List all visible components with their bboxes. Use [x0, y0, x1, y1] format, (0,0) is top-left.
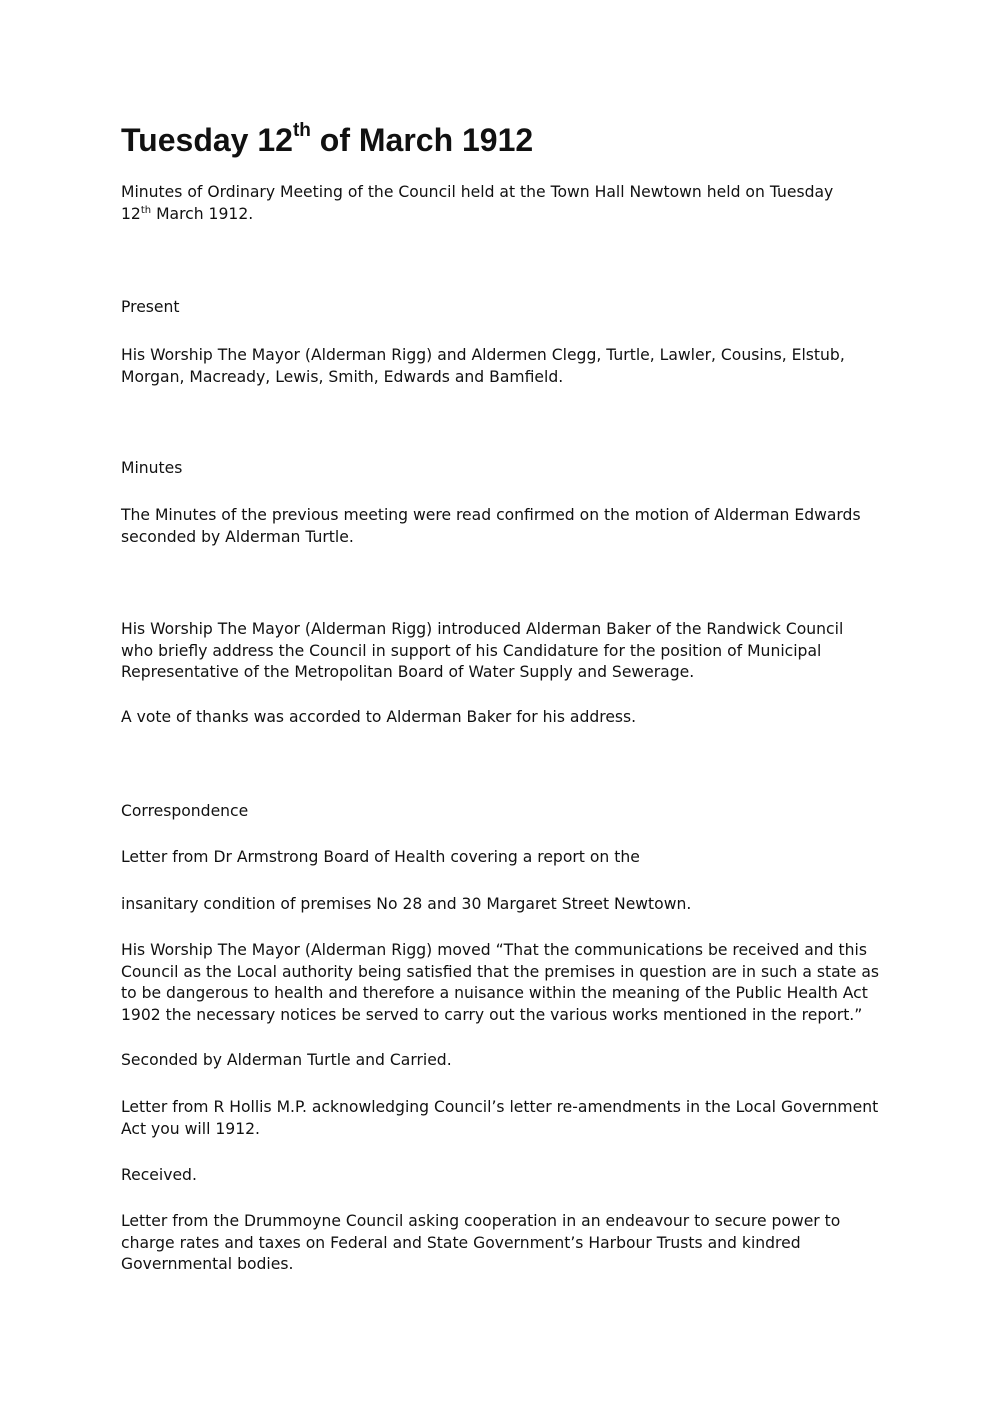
thanks-paragraph	[121, 707, 891, 729]
baker-paragraph	[121, 619, 891, 684]
minutes-line-1: The Minutes of the previous meeting were read confirmed on the motion of Alderman Edwards	[121, 506, 861, 524]
present-line-1: His Worship The Mayor (Alderman Rigg) and Aldermen Clegg, Turtle, Lawler, Cousins, Elstub,	[121, 346, 845, 364]
seconded-line: Seconded by Alderman Turtle and Carried.	[121, 1051, 452, 1069]
title-ordinal-suffix: th	[292, 120, 311, 142]
motion-line-1: His Worship The Mayor (Alderman Rigg) moved “That the communications be received and this	[121, 941, 867, 959]
hollis-line-1: Letter from R Hollis M.P. acknowledging Council’s letter re-amendments in the Local Government	[121, 1098, 879, 1116]
present-line-2: Morgan, Macready, Lewis, Smith, Edwards and Bamfield.	[121, 367, 564, 386]
intro-paragraph	[121, 182, 891, 225]
seconded-paragraph	[121, 1050, 891, 1072]
armstrong-paragraph	[121, 847, 891, 869]
minutes-paragraph	[121, 505, 891, 548]
received-line: Received.	[121, 1166, 197, 1184]
motion-line-2: Council as the Local authority being satisfied that the premises in question are in such a state as	[121, 962, 880, 981]
hollis-line-2: Act you will 1912.	[121, 1119, 260, 1138]
armstrong-line: Letter from Dr Armstrong Board of Health covering a report on the	[121, 848, 640, 866]
drummoyne-paragraph	[121, 1211, 891, 1276]
present-heading: Present	[121, 298, 180, 316]
intro-date-prefix: 12	[121, 204, 141, 223]
drummoyne-line-2: charge rates and taxes on Federal and State Government’s Harbour Trusts and kindred	[121, 1233, 801, 1252]
thanks-line: A vote of thanks was accorded to Alderman Baker for his address.	[121, 708, 637, 726]
title-suffix: of March 1912	[310, 122, 534, 158]
title-prefix: Tuesday 12	[121, 122, 293, 158]
intro-date-suffix: March 1912.	[151, 204, 254, 223]
baker-line-3: Representative of the Metropolitan Board of Water Supply and Sewerage.	[121, 663, 695, 681]
hollis-paragraph	[121, 1097, 891, 1140]
premises-paragraph	[121, 894, 891, 916]
correspondence-heading: Correspondence	[121, 802, 249, 820]
present-paragraph	[121, 345, 891, 388]
motion-paragraph	[121, 940, 891, 1026]
received-paragraph	[121, 1165, 891, 1187]
baker-line-2: who briefly address the Council in support of his Candidature for the position of Municipal	[121, 641, 822, 660]
page-title	[121, 118, 533, 162]
baker-line-1: His Worship The Mayor (Alderman Rigg) introduced Alderman Baker of the Randwick Council	[121, 620, 844, 638]
motion-line-3: to be dangerous to health and therefore a nuisance within the meaning of the Public Health Act	[121, 984, 868, 1002]
intro-date-ordinal: th	[140, 204, 152, 216]
premises-line: insanitary condition of premises No 28 and 30 Margaret Street Newtown.	[121, 895, 692, 913]
intro-line-1: Minutes of Ordinary Meeting of the Council held at the Town Hall Newtown held on Tuesday	[121, 183, 834, 201]
drummoyne-line-3: Governmental bodies.	[121, 1255, 294, 1273]
minutes-line-2: seconded by Alderman Turtle.	[121, 527, 354, 546]
motion-line-4: 1902 the necessary notices be served to carry out the various works mentioned in the report.”	[121, 1005, 863, 1024]
drummoyne-line-1: Letter from the Drummoyne Council asking cooperation in an endeavour to secure power to	[121, 1212, 841, 1230]
intro-line-2	[121, 204, 891, 226]
minutes-heading: Minutes	[121, 459, 183, 477]
